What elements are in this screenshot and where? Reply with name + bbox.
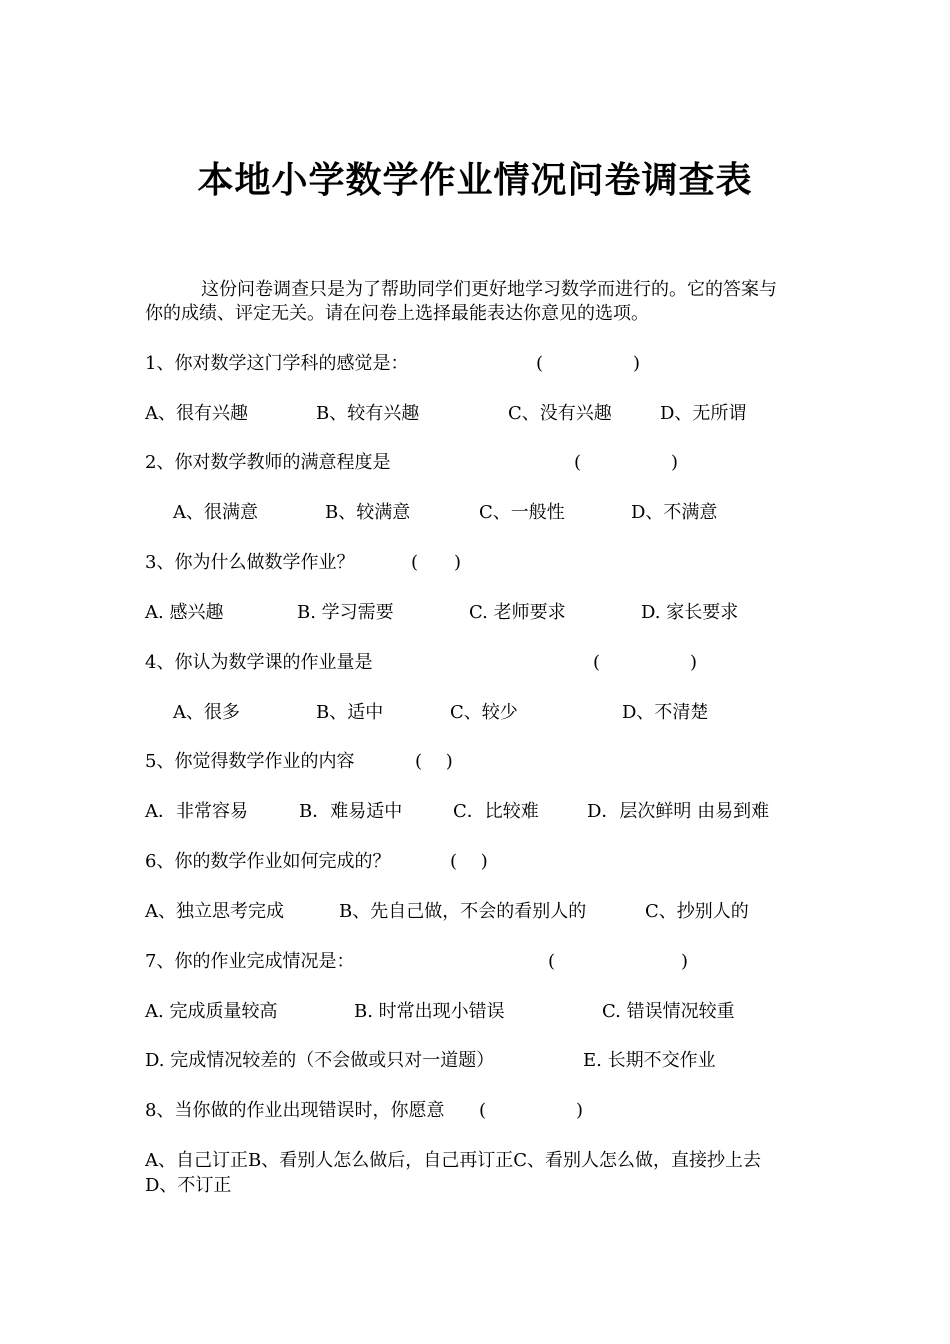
question-5-option-c[interactable]: C．比较难 xyxy=(453,801,539,822)
question-7-option-c[interactable]: C. 错误情况较重 xyxy=(602,1001,735,1022)
question-5-answer-blank[interactable]: ( ) xyxy=(415,751,453,772)
question-1-option-d[interactable]: D、无所谓 xyxy=(660,403,747,424)
question-2-answer-blank[interactable]: ( ) xyxy=(574,452,679,473)
question-1-answer-blank[interactable]: ( ) xyxy=(536,353,641,374)
question-7-option-b[interactable]: B. 时常出现小错误 xyxy=(354,1001,505,1022)
question-3-option-b[interactable]: B. 学习需要 xyxy=(297,602,394,623)
question-7-answer-blank[interactable]: ( ) xyxy=(548,951,689,972)
question-2-option-b[interactable]: B、较满意 xyxy=(325,502,411,523)
question-1-text: 1、你对数学这门学科的感觉是： xyxy=(145,353,409,374)
question-4-option-d[interactable]: D、不清楚 xyxy=(622,702,709,723)
intro-line-1: 这份问卷调查只是为了帮助同学们更好地学习数学而进行的。它的答案与 xyxy=(201,279,777,300)
question-7-option-d[interactable]: D. 完成情况较差的（不会做或只对一道题） xyxy=(145,1050,495,1071)
question-3-option-d[interactable]: D. 家长要求 xyxy=(641,602,739,623)
question-2-option-a[interactable]: A、很满意 xyxy=(173,502,258,523)
question-1-option-b[interactable]: B、较有兴趣 xyxy=(316,403,420,424)
question-6-text: 6、你的数学作业如何完成的？ xyxy=(145,851,391,872)
question-2-option-d[interactable]: D、不满意 xyxy=(631,502,718,523)
question-3-answer-blank[interactable]: ( ) xyxy=(411,552,462,573)
question-5-text: 5、你觉得数学作业的内容 xyxy=(145,751,355,772)
question-6-option-b[interactable]: B、先自己做，不会的看别人的 xyxy=(339,901,587,922)
question-6-answer-blank[interactable]: ( ) xyxy=(450,851,488,872)
question-2-text: 2、你对数学教师的满意程度是 xyxy=(145,452,391,473)
question-3-option-a[interactable]: A. 感兴趣 xyxy=(145,602,224,623)
page-title: 本地小学数学作业情况问卷调查表 xyxy=(197,160,753,201)
question-7-option-e[interactable]: E. 长期不交作业 xyxy=(583,1050,716,1071)
question-4-option-b[interactable]: B、适中 xyxy=(316,702,384,723)
question-1-option-a[interactable]: A、很有兴趣 xyxy=(145,403,248,424)
question-1-option-c[interactable]: C、没有兴趣 xyxy=(508,403,612,424)
question-7-option-a[interactable]: A. 完成质量较高 xyxy=(145,1001,278,1022)
question-2-option-c[interactable]: C、一般性 xyxy=(479,502,565,523)
question-4-text: 4、你认为数学课的作业量是 xyxy=(145,652,373,673)
intro-line-2: 你的成绩、评定无关。请在问卷上选择最能表达你意见的选项。 xyxy=(145,303,649,324)
question-4-option-c[interactable]: C、较少 xyxy=(450,702,518,723)
question-3-option-c[interactable]: C. 老师要求 xyxy=(469,602,566,623)
question-7-text: 7、你的作业完成情况是： xyxy=(145,951,355,972)
question-5-option-b[interactable]: B．难易适中 xyxy=(299,801,403,822)
question-6-option-a[interactable]: A、独立思考完成 xyxy=(145,901,284,922)
question-3-text: 3、你为什么做数学作业？ xyxy=(145,552,355,573)
question-5-option-a[interactable]: A．非常容易 xyxy=(145,801,248,822)
question-8-options-line[interactable]: A、自己订正B、看别人怎么做后，自己再订正C、看别人怎么做，直接抄上去 xyxy=(145,1150,761,1171)
question-6-option-c[interactable]: C、抄别人的 xyxy=(645,901,749,922)
question-8-option-d[interactable]: D、不订正 xyxy=(145,1175,232,1196)
question-8-text: 8、当你做的作业出现错误时，你愿意 xyxy=(145,1100,445,1121)
question-8-answer-blank[interactable]: ( ) xyxy=(479,1100,584,1121)
question-4-answer-blank[interactable]: ( ) xyxy=(593,652,698,673)
question-4-option-a[interactable]: A、很多 xyxy=(173,702,240,723)
question-5-option-d[interactable]: D．层次鲜明 由易到难 xyxy=(587,801,770,822)
